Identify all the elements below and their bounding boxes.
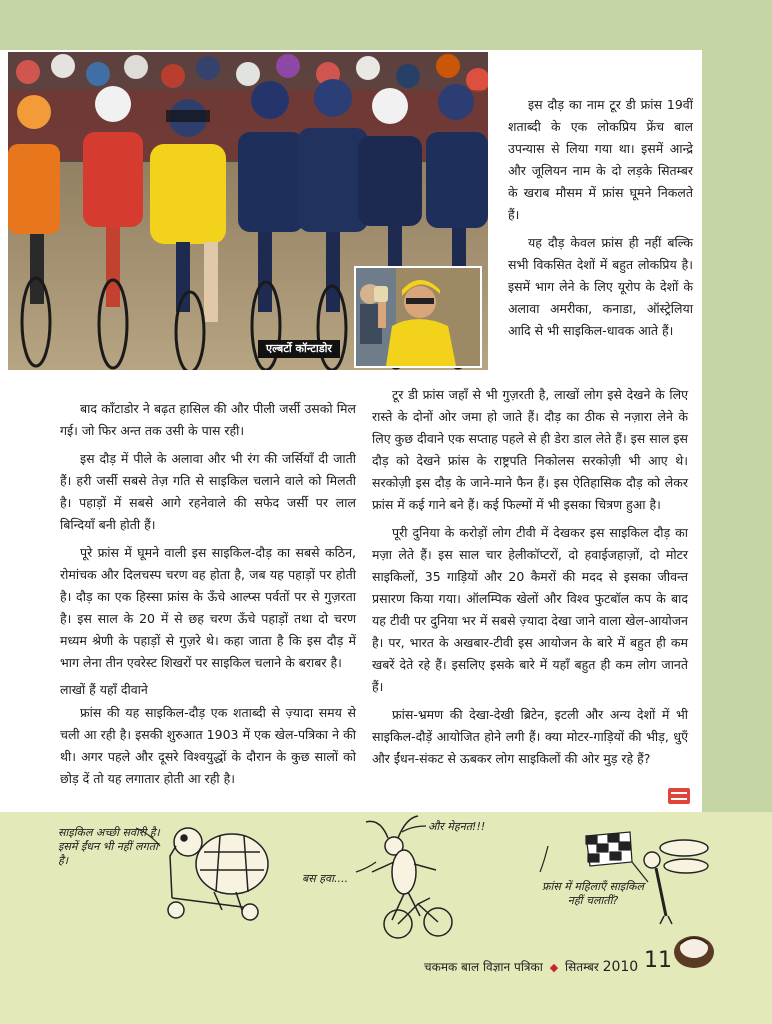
page-frame-top	[0, 0, 772, 50]
page-frame-right	[702, 0, 772, 812]
checkered-flag-drawing	[586, 832, 648, 882]
effort-speech: और मेहनत!!!	[428, 820, 486, 833]
dragonfly-drawing	[644, 840, 708, 924]
wind-speech: बस हवा....	[302, 872, 349, 885]
insect-speech: फ्रांस में महिलाएँ साइकिल नहीं चलातीं?	[542, 880, 644, 907]
page-footer	[424, 954, 638, 980]
issue-month: सितम्बर	[565, 960, 599, 974]
column-top-right	[508, 94, 693, 348]
contador-inset-photo	[354, 266, 482, 368]
coconut-icon	[672, 930, 716, 970]
issue-year: 2010	[602, 959, 639, 975]
paragraph: इस दौड़ में पीले के अलावा और भी रंग की जर्सियाँ दी जाती हैं। हरी जर्सी सबसे तेज़ गति से साइकिल चलाने वाले को मिलती है। पहाड़ों में सबसे आगे रहनेवाले की सफेद जर्सी पर लाल बिन्दियाँ बनी होती हैं।	[60, 451, 356, 532]
column-left	[60, 398, 356, 796]
paragraph: यह दौड़ केवल फ्रांस ही नहीं बल्कि सभी विकसित देशों में बहुत लोकप्रिय है। इसमें भाग लेने के लिए यूरोप के देशों के अलावा अमरीका, कनाडा, ऑस्ट्रेलिया आदि से भी साइकिल-धावक आते हैं।	[508, 235, 693, 338]
magazine-name: चकमक बाल विज्ञान पत्रिका	[424, 960, 543, 974]
photo-caption: एल्बर्टो कॉन्टाडोर	[258, 340, 340, 358]
paragraph: फ्रांस की यह साइकिल-दौड़ एक शताब्दी से ज़्यादा समय से चली आ रही है। इसकी शुरुआत 1903 में एक खेल-पत्रिका ने की थी। अगर पहले और दूसरे विश्वयुद्धों के दौरान के कुछ सालों को छोड़ दें तो यह लगातार होती आ रही है।	[60, 705, 356, 786]
diamond-icon: ◆	[549, 961, 559, 974]
paragraph: पूरी दुनिया के करोड़ों लोग टीवी में देखकर इस साइकिल दौड़ का मज़ा लेते हैं। इस साल चार हेलीकॉप्टरों, दो हवाईजहाज़ों, दो मोटर साइकिलों, 35 गाड़ियों और 20 कैमरों की मदद से इसका जीवन्त प्रसारण किया गया। ऑलम्पिक खेलों और विश्व फुटबॉल कप के बाद यह टीवी पर दुनिया भर में सबसे ज़्यादा देखा जाने वाला खेल-आयोजन है। पर, भारत के अखबार-टीवी इस आयोजन के बारे में बहुत ही कम खबरें देते रहे हैं। इसलिए इसके बारे में यहाँ बहुत ही कम लोग जानते हैं।	[372, 525, 688, 694]
contador-portrait	[356, 268, 480, 366]
paragraph: टूर डी फ्रांस जहाँ से भी गुज़रती है, लाखों लोग इसे देखने के लिए रास्ते के दोनों ओर जमा हो जाते हैं। दौड़ का ठीक से नज़ारा लेने के लिए कुछ दीवाने एक सप्ताह पहले से ही डेरा डाल लेते हैं। इस साल इस दौड़ को देखने फ्रांस के राष्ट्रपति निकोलस सरकोज़ी भी आए थे। सरकोज़ी इस दौड़ के जाने-माने फैन हैं। इस ऐतिहासिक दौड़ को लेकर फ्रांस में कई गाने बने हैं। कई फिल्मों में भी इसका चित्रण हुआ है।	[372, 387, 688, 512]
column-right	[372, 384, 688, 776]
section-heading: लाखों हैं यहाँ दीवाने	[60, 682, 148, 697]
page-number: 11	[644, 948, 672, 973]
tortoise-speech: साइकिल अच्छी सवारी है। इसमें ईंधन भी नहीं लगता है।	[58, 826, 160, 867]
chakmak-logo-icon	[668, 788, 690, 804]
paragraph: इस दौड़ का नाम टूर डी फ्रांस 19वीं शताब्दी के एक लोकप्रिय फ्रेंच बाल उपन्यास से लिया गया था। इसमें आन्द्रे और जूलियन नाम के दो लड़के सितम्बर के खराब मौसम में फ्रांस घूमने निकलते हैं।	[508, 97, 693, 222]
tortoise-on-scooter-drawing	[168, 828, 268, 920]
paragraph: फ्रांस-भ्रमण की देखा-देखी ब्रिटेन, इटली और अन्य देशों में भी साइकिल-दौड़ें आयोजित होने लगी हैं। क्या मोटर-गाड़ियों की भीड़, धुएँ और ईंधन-संकट से ऊबकर लोग साइकिलों की ओर मुड़ रहे हैं?	[372, 707, 688, 766]
paragraph: पूरे फ्रांस में घूमने वाली इस साइकिल-दौड़ का सबसे कठिन, रोमांचक और दिलचस्प चरण वह होता है, जब यह पहाड़ों पर होती है। दौड़ का एक हिस्सा फ्रांस के ऊँचे आल्प्स पर्वतों पर से गुज़रता है। इस साल के 20 में से छह चरण ऊँचे पहाड़ों तथा दो चरण मध्यम श्रेणी के पहाड़ों से गुज़रे थे। कहा जाता है कि इस दौड़ में भाग लेना तीन एवरेस्ट शिखरों पर साइकिल चलाने के बराबर है।	[60, 545, 356, 670]
paragraph: बाद कॉंटाडोर ने बढ़त हासिल की और पीली जर्सी उसको मिल गई। जो फिर अन्त तक उसी के पास रही।	[60, 401, 356, 438]
